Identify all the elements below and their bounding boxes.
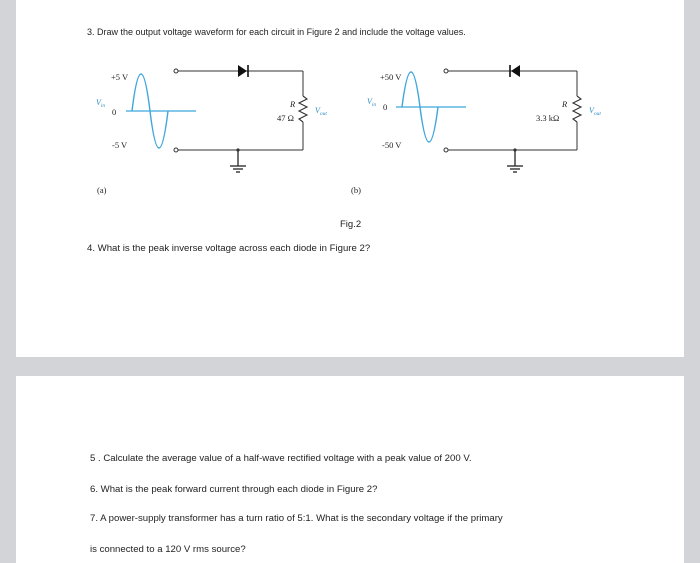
r-value-a: 47 Ω — [277, 113, 294, 123]
v-neg-label-b: -50 V — [382, 140, 402, 150]
circuit-a — [96, 65, 327, 195]
diode-b — [511, 65, 520, 77]
question-3: 3. Draw the output voltage waveform for each circuit in Figure 2 and include the voltage values. — [87, 27, 466, 37]
zero-label-b: 0 — [383, 102, 388, 112]
vout-label-a: $V_{out}$ — [315, 106, 327, 117]
v-pos-label-b: +50 V — [380, 72, 402, 82]
terminal-top-b — [444, 69, 448, 73]
r-value-b: 3.3 kΩ — [536, 113, 560, 123]
question-7-continued: is connected to a 120 V rms source? — [90, 544, 246, 555]
terminal-top-a — [174, 69, 178, 73]
terminal-bottom-b — [444, 148, 448, 152]
r-label-a: R — [290, 99, 296, 109]
vin-label-a: $V_{in}$ — [96, 98, 106, 109]
circuit-b — [351, 65, 601, 195]
vin-label-b: $V_{in}$ — [367, 97, 377, 108]
terminal-bottom-a — [174, 148, 178, 152]
resistor-b — [573, 96, 581, 122]
document-page-top — [16, 0, 684, 357]
figure-caption: Fig.2 — [340, 219, 362, 230]
v-pos-label-a: +5 V — [111, 72, 129, 82]
circuit-label-b: (b) — [351, 185, 361, 195]
figure-2 — [16, 0, 684, 240]
question-5: 5 . Calculate the average value of a half-wave rectified voltage with a peak value of 200 V. — [90, 453, 472, 464]
diode-a — [238, 65, 247, 77]
circuit-label-a: (a) — [97, 185, 107, 195]
question-4: 4. What is the peak inverse voltage across each diode in Figure 2? — [87, 243, 371, 254]
document-page-bottom — [16, 376, 684, 563]
r-label-b: R — [562, 99, 568, 109]
question-7: 7. A power-supply transformer has a turn ratio of 5:1. What is the secondary voltage if the primary — [90, 513, 503, 524]
v-neg-label-a: -5 V — [112, 140, 128, 150]
question-6: 6. What is the peak forward current through each diode in Figure 2? — [90, 484, 378, 495]
zero-label-a: 0 — [112, 107, 117, 117]
resistor-a — [299, 96, 307, 122]
vout-label-b: $V_{out}$ — [589, 106, 601, 117]
